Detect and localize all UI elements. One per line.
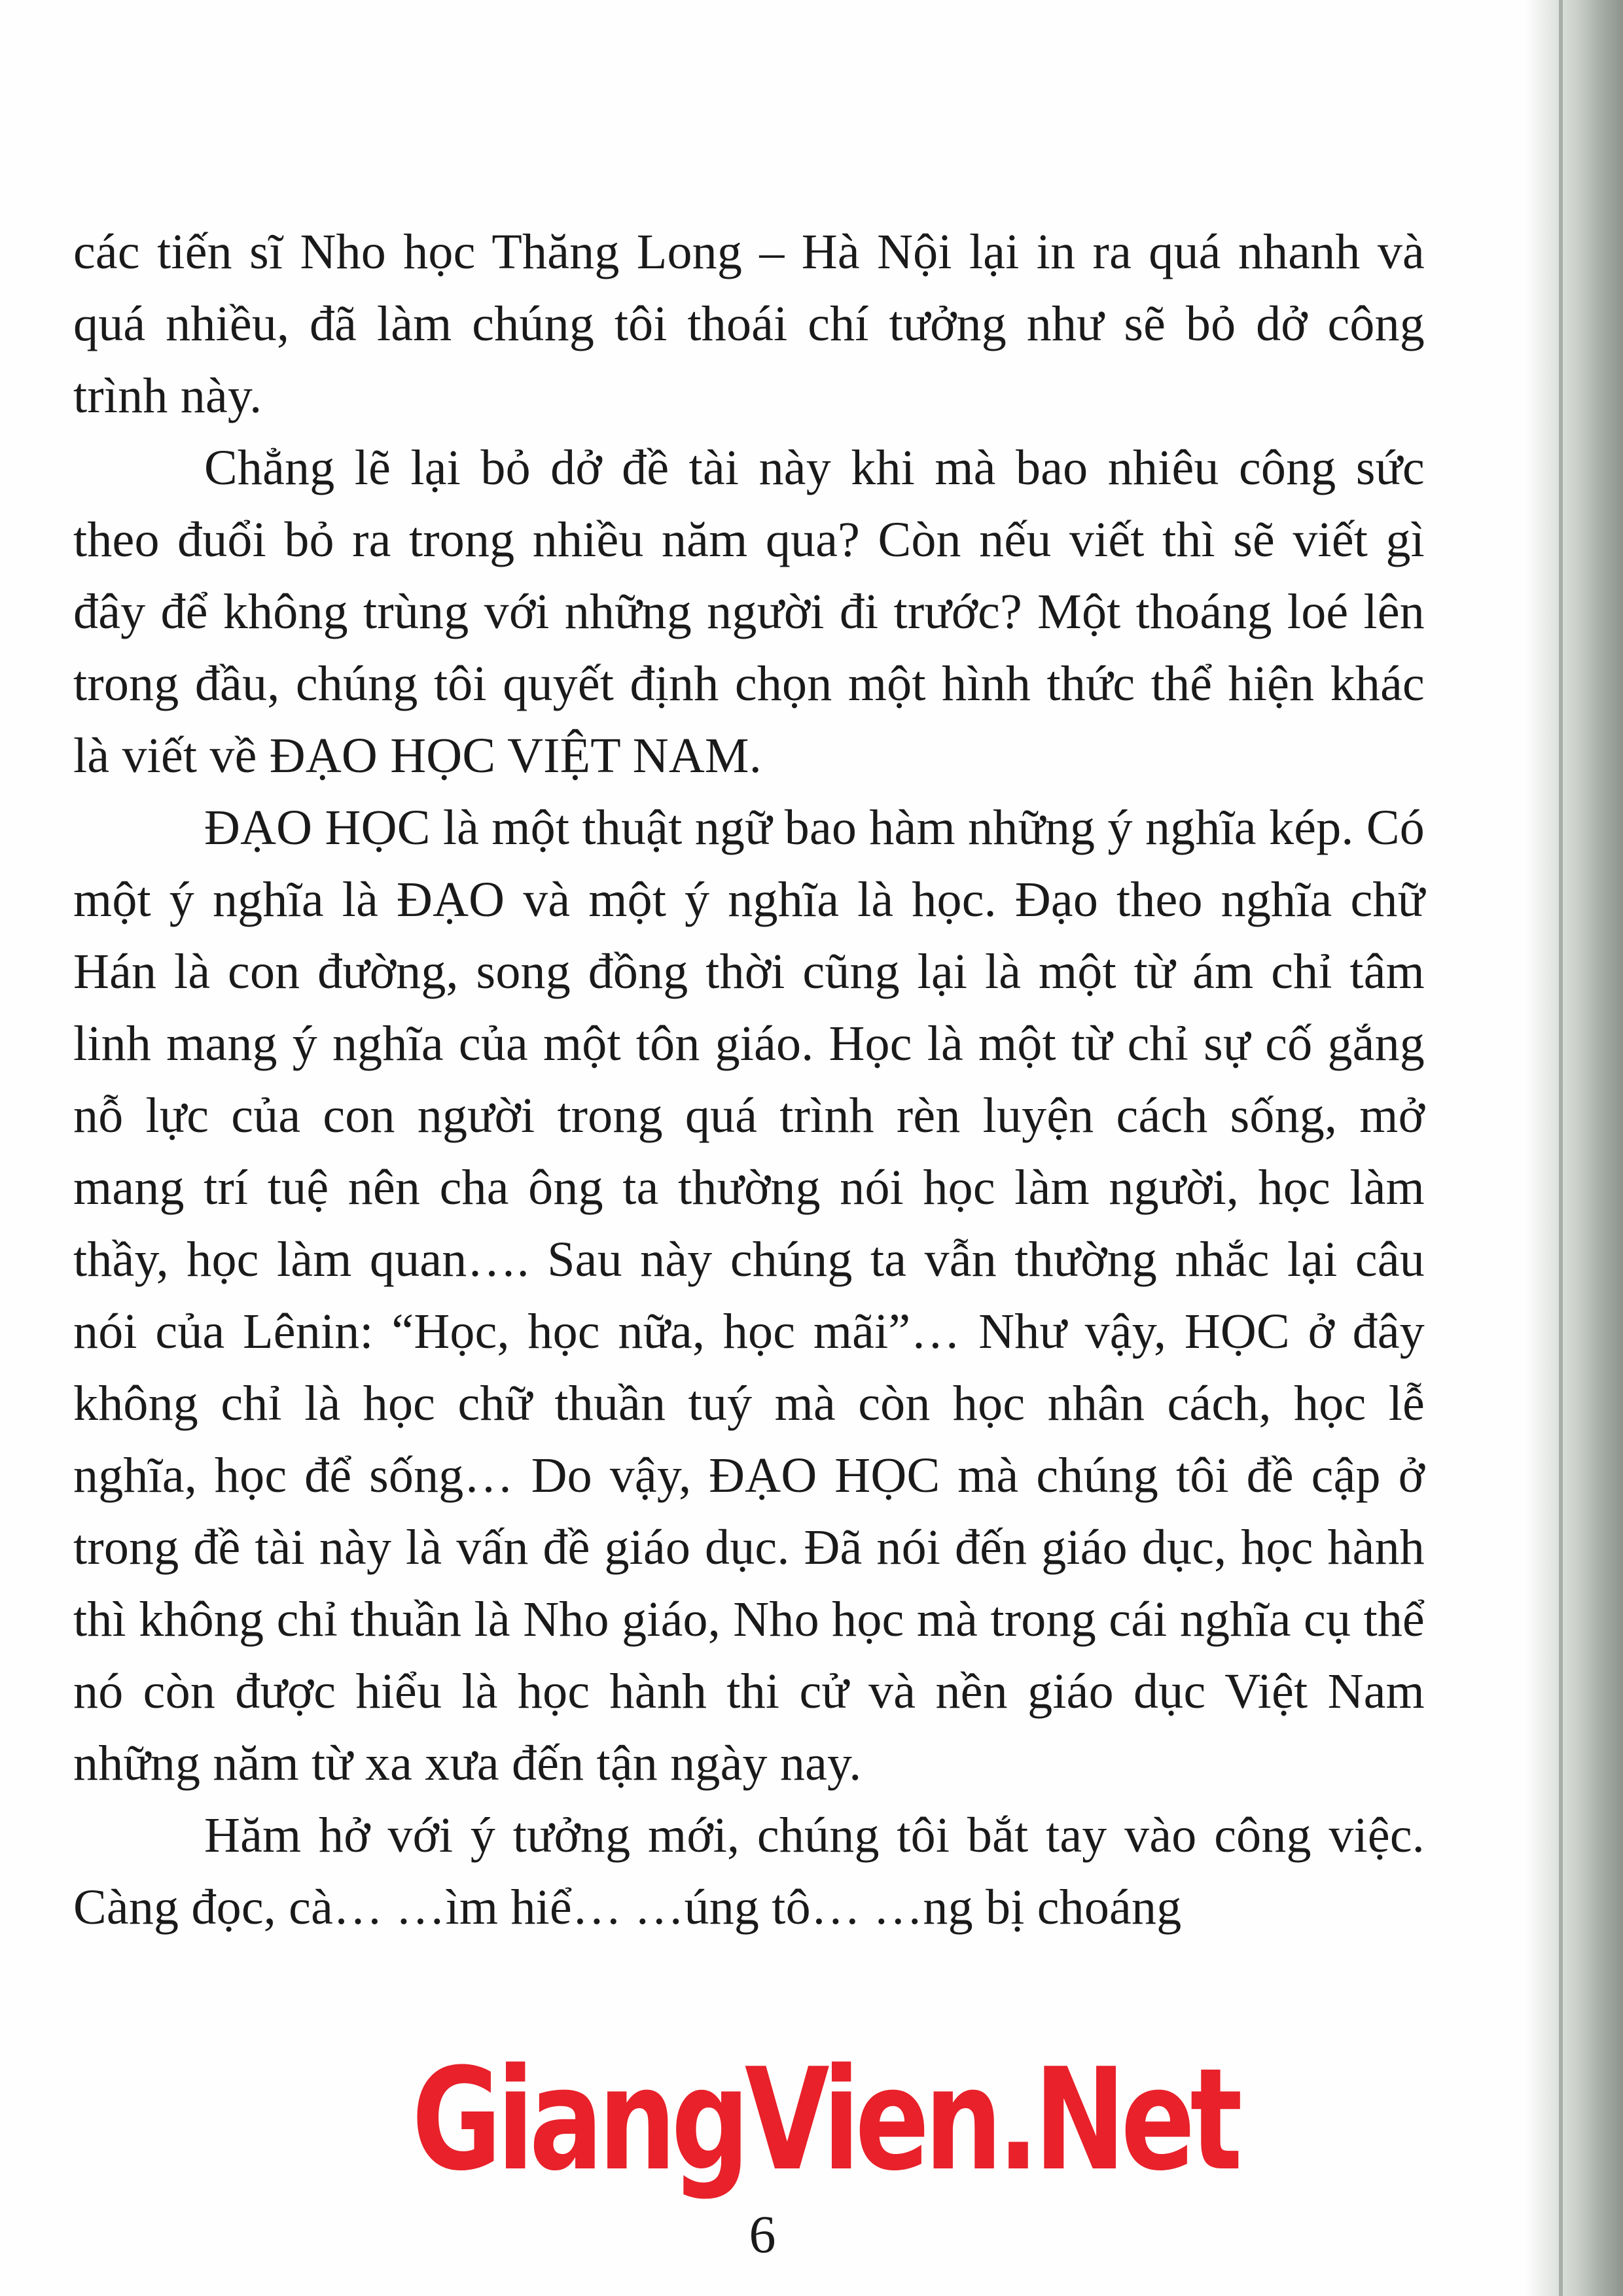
paragraph-4: Hăm hở với ý tưởng mới, chúng tôi bắt tay vào công việc. Càng đọc, cà… …ìm hiể… …úng tô… …ng bị choáng: [73, 1808, 1425, 1935]
paragraph-3: ĐẠO HỌC là một thuật ngữ bao hàm những ý nghĩa kép. Có một ý nghĩa là ĐẠO và một ý nghĩa là học. Đạo theo nghĩa chữ Hán là con đường, song đồng thời cũng lại là một từ ám chỉ tâm linh mang ý nghĩa của một tôn giáo. Học là một từ chỉ sự cố gắng nỗ lực của con người trong quá trình rèn luyện cách sống, mở mang trí tuệ nên cha ông ta thường nói học làm người, học làm thầy, học làm quan…. Sau này chúng ta vẫn thường nhắc lại câu nói của Lênin: “Học, học nữa, học mãi”… Như vậy, HỌC ở đây không chỉ là học chữ thuần tuý mà còn học nhân cách, học lễ nghĩa, học để sống… Do vậy, ĐẠO HỌC mà chúng tôi đề cập ở trong đề tài này là vấn đề giáo dục. Đã nói đến giáo dục, học hành thì không chỉ thuần là Nho giáo, Nho học mà trong cái nghĩa cụ thể nó còn được hiểu là học hành thi cử và nền giáo dục Việt Nam những năm từ xa xưa đến tận ngày nay.: [73, 800, 1425, 1791]
paragraph-2: Chẳng lẽ lại bỏ dở đề tài này khi mà bao nhiêu công sức theo đuổi bỏ ra trong nhiều năm qua? Còn nếu viết thì sẽ viết gì đây để không trùng với những người đi trước? Một thoáng loé lên trong đầu, chúng tôi quyết định chọn một hình thức thể hiện khác là viết về ĐẠO HỌC VIỆT NAM.: [73, 440, 1425, 783]
page-number: 6: [749, 2204, 776, 2264]
page-binding-shadow: [1525, 0, 1623, 2296]
watermark-logo: GiangVien.Net: [412, 2038, 1238, 2202]
page-binding-edge: [1559, 0, 1563, 2296]
paragraph-1: các tiến sĩ Nho học Thăng Long – Hà Nội lại in ra quá nhanh và quá nhiều, đã làm chúng tôi thoái chí tưởng như sẽ bỏ dở công trình này.: [73, 224, 1425, 423]
body-text: [73, 216, 1425, 1943]
